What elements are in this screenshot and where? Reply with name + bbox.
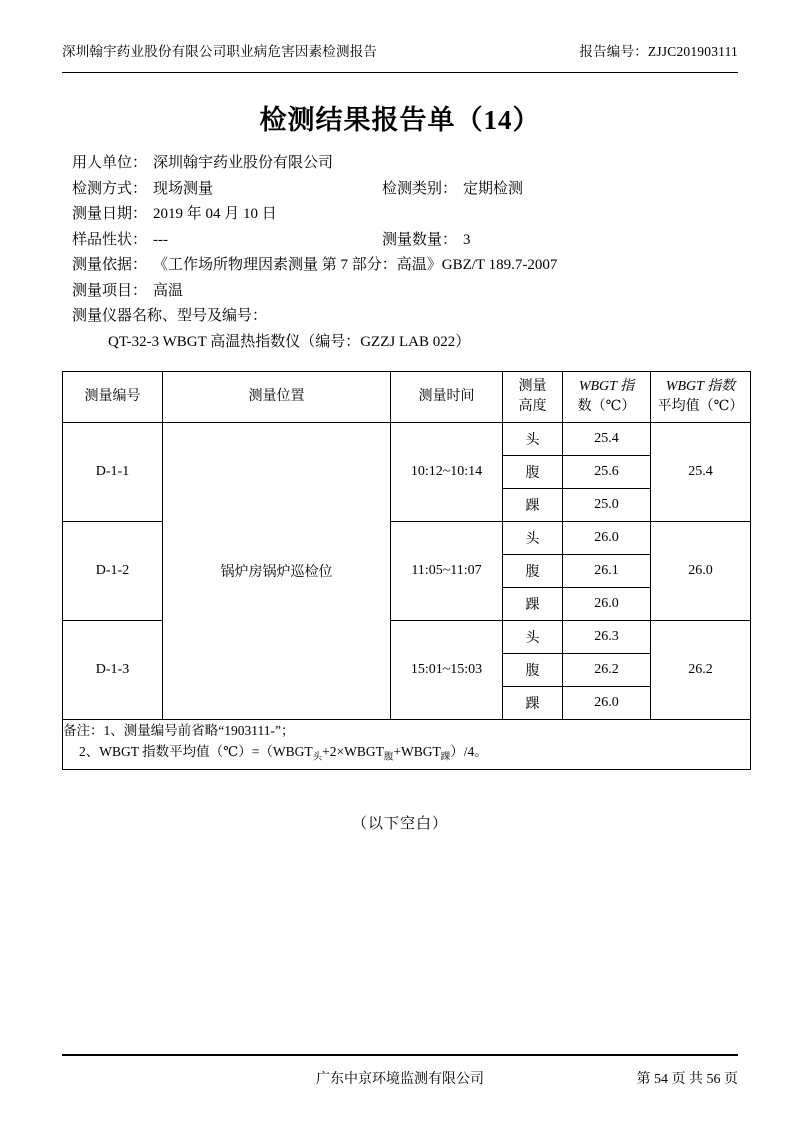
info-row-item bbox=[72, 279, 738, 305]
category-label: 检测类别： bbox=[382, 180, 458, 197]
cell-value-1-1: 25.4 bbox=[563, 423, 651, 456]
col-header-height bbox=[503, 372, 563, 423]
col-header-average-line2: 平均值（℃） bbox=[657, 399, 744, 414]
cell-value-3-1: 26.3 bbox=[563, 621, 651, 654]
cell-average-3: 26.2 bbox=[651, 621, 751, 720]
date-label: 测量日期： bbox=[72, 206, 148, 222]
footer-divider bbox=[62, 1054, 738, 1056]
cell-value-2-3: 26.0 bbox=[563, 588, 651, 621]
col-header-height-line2: 高度 bbox=[518, 399, 547, 414]
info-row-instrument-value bbox=[72, 330, 738, 356]
employer-value: 深圳翰宇药业股份有限公司 bbox=[153, 155, 334, 171]
count-label: 测量数量： bbox=[382, 231, 458, 248]
report-number-value: ZJJC201903111 bbox=[647, 44, 738, 59]
report-number-label: 报告编号： bbox=[579, 44, 648, 59]
note-sub-ankle: 踝 bbox=[440, 752, 451, 763]
cell-height-2-3: 踝 bbox=[503, 588, 563, 621]
note-formula-a: 2、WBGT 指数平均值（℃）=（WBGT bbox=[79, 744, 313, 759]
info-row-instrument-label bbox=[72, 304, 738, 330]
cell-no-3: D-1-3 bbox=[63, 621, 163, 720]
cell-time-1: 10:12~10:14 bbox=[391, 423, 503, 522]
cell-value-2-2: 26.1 bbox=[563, 555, 651, 588]
page-title: 检测结果报告单（14） bbox=[259, 105, 541, 135]
cell-height-3-2: 腹 bbox=[503, 654, 563, 687]
note-formula-c: +WBGT bbox=[393, 744, 441, 759]
cell-height-2-2: 腹 bbox=[503, 555, 563, 588]
count-value: 3 bbox=[463, 231, 471, 248]
header-divider bbox=[62, 72, 738, 73]
col-header-time: 测量时间 bbox=[391, 372, 503, 423]
col-header-average bbox=[651, 372, 751, 423]
cell-value-1-2: 25.6 bbox=[563, 456, 651, 489]
item-value: 高温 bbox=[153, 282, 184, 299]
cell-value-1-3: 25.0 bbox=[563, 489, 651, 522]
note-formula-d: ）/4。 bbox=[450, 744, 488, 759]
cell-height-3-1: 头 bbox=[503, 621, 563, 654]
cell-no-1: D-1-1 bbox=[63, 423, 163, 522]
col-header-index-line1: WBGT 指 bbox=[578, 379, 635, 394]
table-note bbox=[63, 720, 751, 770]
footer-page-number: 第 54 页 共 56 页 bbox=[636, 1072, 738, 1087]
col-header-average-line1: WBGT 指数 bbox=[665, 379, 736, 394]
info-row-basis bbox=[72, 253, 738, 279]
table-row bbox=[63, 423, 751, 456]
table-note-line1: 备注：1、测量编号前省略“1903111-”； bbox=[63, 723, 295, 738]
page-footer bbox=[62, 1068, 738, 1088]
col-header-position: 测量位置 bbox=[163, 372, 391, 423]
cell-no-2: D-1-2 bbox=[63, 522, 163, 621]
date-value: 2019 年 04 月 10 日 bbox=[153, 206, 277, 222]
info-row-date bbox=[72, 202, 738, 228]
method-value: 现场测量 bbox=[153, 180, 214, 197]
table-note-row bbox=[63, 720, 751, 770]
cell-position-merged: 锅炉房锅炉巡检位 bbox=[163, 423, 391, 720]
measurement-table bbox=[62, 371, 751, 770]
cell-value-2-1: 26.0 bbox=[563, 522, 651, 555]
note-sub-belly: 腹 bbox=[383, 752, 394, 763]
info-row-employer bbox=[72, 151, 738, 177]
note-formula-b: +2×WBGT bbox=[322, 744, 384, 759]
note-sub-head: 头 bbox=[312, 752, 323, 763]
table-header-row bbox=[63, 372, 751, 423]
cell-time-3: 15:01~15:03 bbox=[391, 621, 503, 720]
footer-company: 广东中京环境监测有限公司 bbox=[316, 1072, 484, 1087]
cell-height-2-1: 头 bbox=[503, 522, 563, 555]
col-header-index bbox=[563, 372, 651, 423]
info-row-sample bbox=[72, 228, 738, 254]
table-note-line2 bbox=[63, 741, 750, 769]
cell-height-1-2: 腹 bbox=[503, 456, 563, 489]
cell-height-3-3: 踝 bbox=[503, 687, 563, 720]
cell-value-3-3: 26.0 bbox=[563, 687, 651, 720]
col-header-height-line1: 测量 bbox=[518, 379, 547, 394]
instrument-label: 测量仪器名称、型号及编号： bbox=[72, 308, 268, 324]
report-number bbox=[579, 40, 738, 60]
col-header-index-line2: 数（℃） bbox=[577, 399, 636, 414]
category-value: 定期检测 bbox=[463, 180, 524, 197]
employer-label: 用人单位： bbox=[72, 155, 148, 171]
sample-value: --- bbox=[153, 231, 169, 248]
cell-average-1: 25.4 bbox=[651, 423, 751, 522]
info-block bbox=[62, 151, 738, 355]
cell-time-2: 11:05~11:07 bbox=[391, 522, 503, 621]
cell-height-1-1: 头 bbox=[503, 423, 563, 456]
basis-label: 测量依据： bbox=[72, 257, 148, 273]
item-label: 测量项目： bbox=[72, 282, 148, 299]
col-header-no: 测量编号 bbox=[63, 372, 163, 423]
cell-average-2: 26.0 bbox=[651, 522, 751, 621]
header-title: 深圳翰宇药业股份有限公司职业病危害因素检测报告 bbox=[62, 44, 378, 59]
page-header bbox=[62, 40, 738, 66]
cell-value-3-2: 26.2 bbox=[563, 654, 651, 687]
method-label: 检测方式： bbox=[72, 180, 148, 197]
cell-height-1-3: 踝 bbox=[503, 489, 563, 522]
basis-value: 《工作场所物理因素测量 第 7 部分：高温》GBZ/T 189.7-2007 bbox=[153, 257, 558, 273]
blank-notice: （以下空白） bbox=[351, 815, 448, 832]
info-row-method bbox=[72, 177, 738, 203]
sample-label: 样品性状： bbox=[72, 231, 148, 248]
instrument-value: QT-32-3 WBGT 高温热指数仪（编号：GZZJ LAB 022） bbox=[108, 333, 471, 350]
